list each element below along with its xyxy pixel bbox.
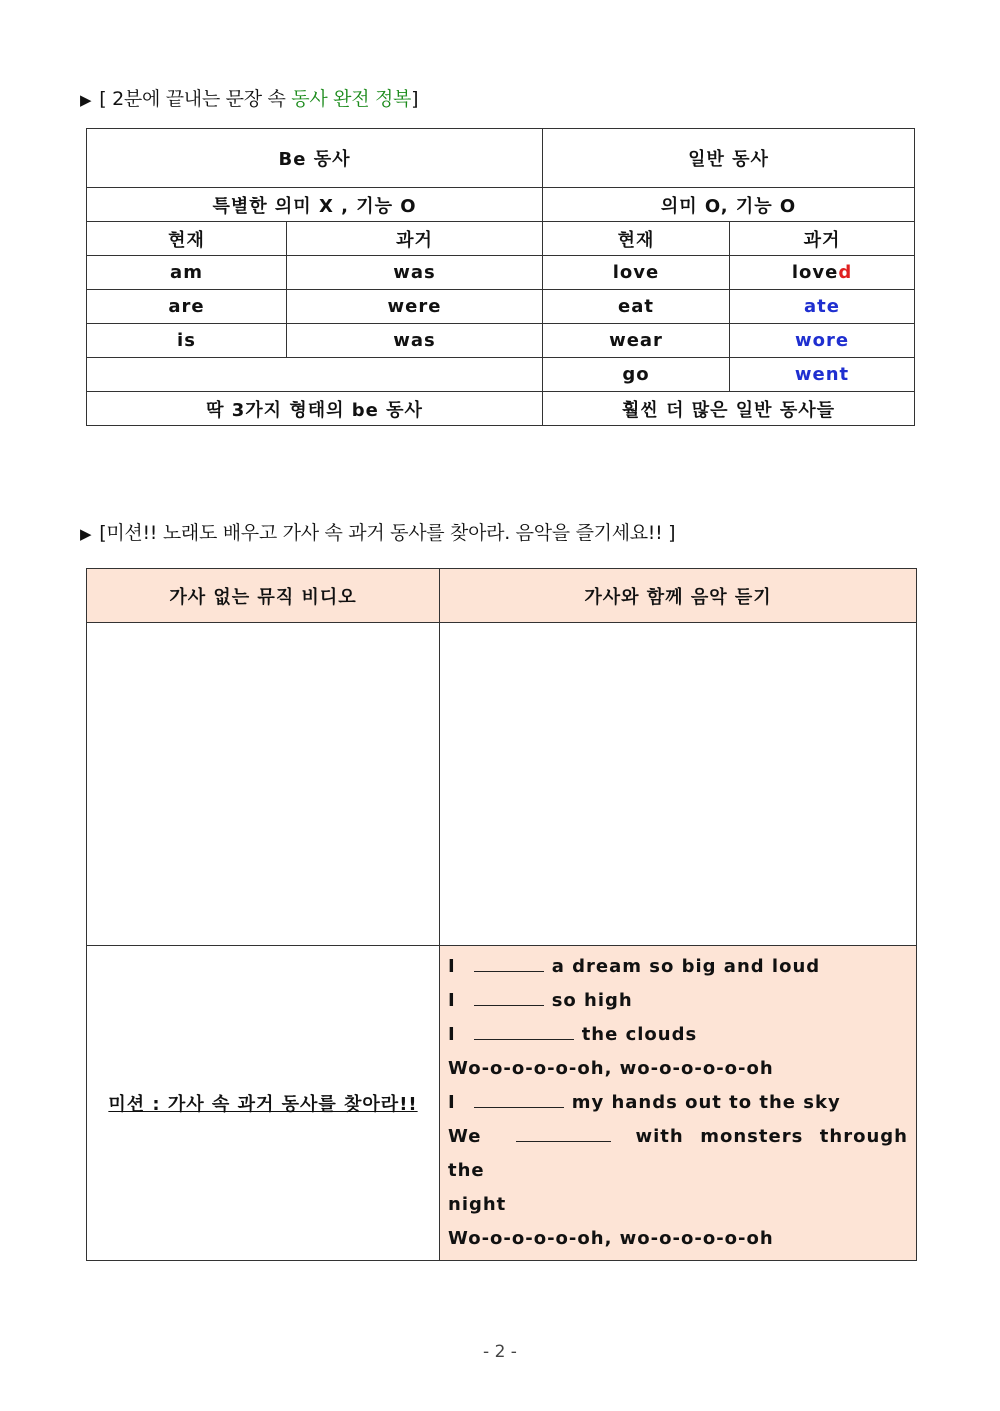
general-present-header: 현재 — [543, 222, 730, 256]
general-present-cell: love — [543, 256, 730, 290]
be-past-cell: were — [287, 290, 543, 324]
lyric-lead: I — [448, 956, 456, 977]
table-row — [87, 358, 915, 392]
video-header: 가사 없는 뮤직 비디오 — [87, 569, 440, 623]
general-present-cell: go — [543, 358, 730, 392]
triangle-bullet-icon: ▶ — [80, 91, 92, 109]
lyric-lead: night — [448, 1194, 507, 1215]
be-empty-cell — [87, 358, 543, 392]
mission-label: 미션 : 가사 속 과거 동사를 찾아라!! — [108, 1094, 418, 1115]
past-stem: love — [791, 262, 839, 283]
general-verb-header: 일반 동사 — [543, 129, 915, 188]
table-row — [87, 290, 915, 324]
be-present-cell: is — [87, 324, 287, 358]
general-verb-footer: 훨씬 더 많은 일반 동사들 — [543, 392, 915, 426]
lyric-rest: a dream so big and loud — [551, 956, 821, 977]
music-header: 가사와 함께 음악 듣기 — [440, 569, 917, 623]
general-past-header: 과거 — [730, 222, 915, 256]
lyric-rest: the clouds — [581, 1024, 698, 1045]
answer-blank[interactable] — [474, 1089, 564, 1108]
heading-text: [미션!! 노래도 배우고 가사 속 과거 동사를 찾아라. 음악을 즐기세요!! ] — [99, 522, 676, 544]
be-present-cell: am — [87, 256, 287, 290]
lyric-line — [448, 1120, 908, 1188]
general-past-cell — [730, 256, 915, 290]
verb-comparison-table — [86, 128, 915, 426]
answer-blank[interactable] — [474, 1021, 574, 1040]
lyric-lead: I — [448, 1024, 456, 1045]
lyrics-cell — [440, 946, 917, 1261]
answer-blank[interactable] — [516, 1123, 611, 1142]
be-verb-header: Be 동사 — [87, 129, 543, 188]
be-past-cell: was — [287, 324, 543, 358]
lyric-line — [448, 984, 908, 1018]
table-row — [87, 256, 915, 290]
lyric-line — [448, 1086, 908, 1120]
lyric-line — [448, 1018, 908, 1052]
be-past-cell: was — [287, 256, 543, 290]
be-verb-footer: 딱 3가지 형태의 be 동사 — [87, 392, 543, 426]
lyric-line — [448, 1222, 908, 1256]
lyric-lead: I — [448, 990, 456, 1011]
lyric-lead: Wo-o-o-o-o-oh, wo-o-o-o-o-oh — [448, 1228, 774, 1249]
heading-suffix: ] — [411, 88, 419, 110]
general-past-cell: wore — [730, 324, 915, 358]
lyric-line — [448, 950, 908, 984]
be-verb-description: 특별한 의미 X , 기능 O — [87, 188, 543, 222]
section-heading-verbs — [80, 84, 418, 111]
be-present-cell: are — [87, 290, 287, 324]
lyric-line — [448, 1052, 908, 1086]
general-past-cell: went — [730, 358, 915, 392]
general-present-cell: eat — [543, 290, 730, 324]
heading-prefix: [ 2분에 끝내는 문장 속 — [99, 88, 292, 110]
be-past-header: 과거 — [287, 222, 543, 256]
lyric-rest: so high — [551, 990, 633, 1011]
section-heading-mission — [80, 518, 675, 545]
answer-blank[interactable] — [474, 987, 544, 1006]
lyric-lead: I — [448, 1092, 456, 1113]
heading-highlight: 동사 완전 정복 — [291, 88, 412, 110]
mission-table — [86, 568, 917, 1261]
general-verb-description: 의미 O, 기능 O — [543, 188, 915, 222]
past-ending: d — [838, 262, 853, 283]
page-number: - 2 - — [483, 1342, 517, 1362]
lyric-lead: We — [448, 1126, 482, 1147]
lyric-rest: my hands out to the sky — [571, 1092, 841, 1113]
answer-blank[interactable] — [474, 953, 544, 972]
music-player-placeholder[interactable] — [440, 623, 917, 946]
lyric-rest: with monsters through the — [448, 1126, 908, 1181]
mission-label-cell — [87, 946, 440, 1261]
lyric-line — [448, 1188, 908, 1222]
general-present-cell: wear — [543, 324, 730, 358]
triangle-bullet-icon: ▶ — [80, 525, 92, 543]
video-placeholder[interactable] — [87, 623, 440, 946]
lyric-lead: Wo-o-o-o-o-oh, wo-o-o-o-o-oh — [448, 1058, 774, 1079]
be-present-header: 현재 — [87, 222, 287, 256]
table-row — [87, 324, 915, 358]
general-past-cell: ate — [730, 290, 915, 324]
